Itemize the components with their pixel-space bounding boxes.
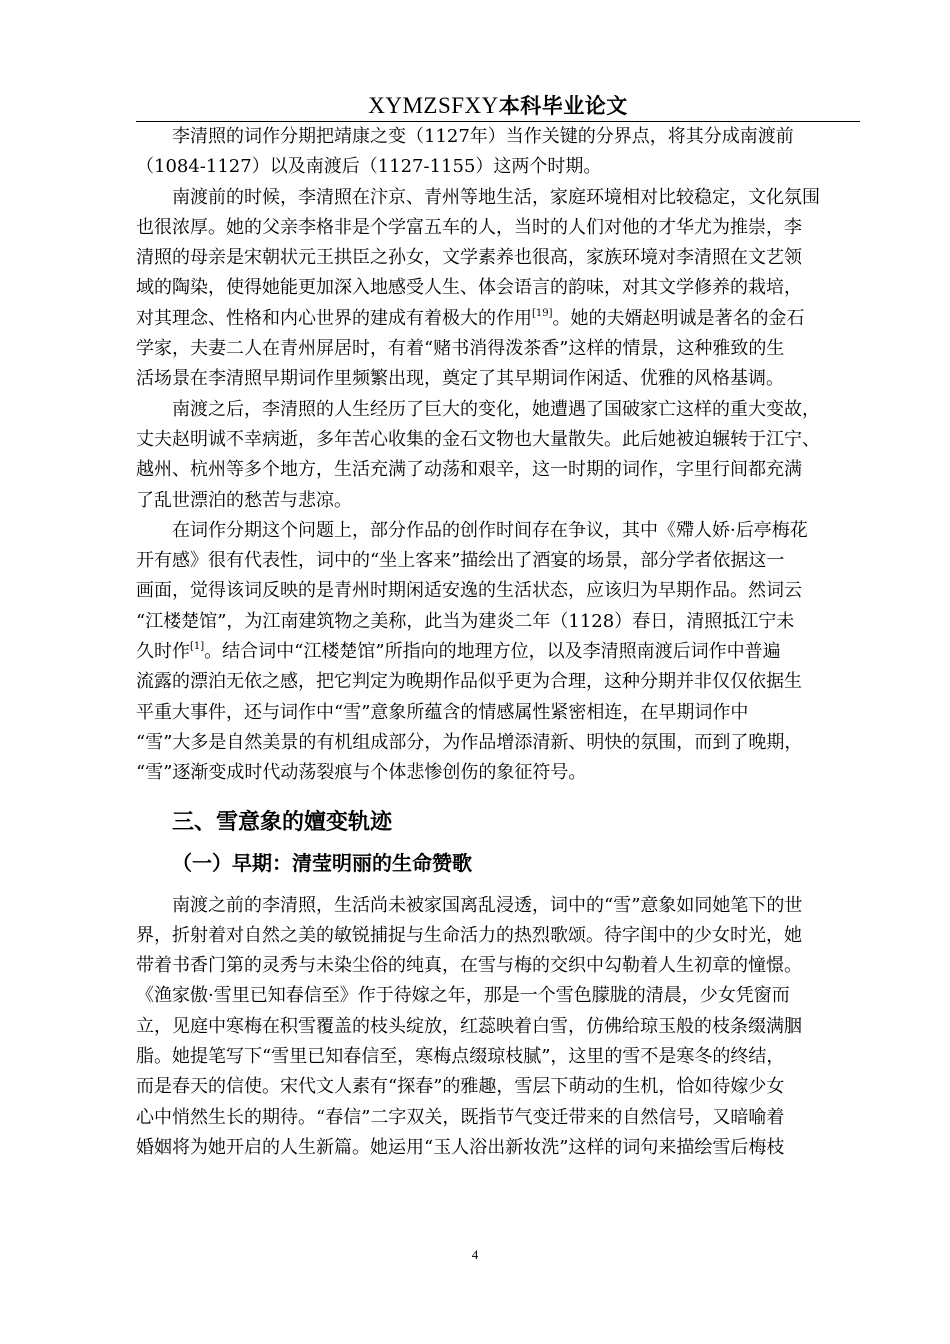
paragraph-line: 丈夫赵明诚不幸病逝，多年苦心收集的金石文物也大量散失。此后她被迫辗转于江宁、 — [136, 428, 820, 450]
paragraph-line: 在词作分期这个问题上，部分作品的创作时间存在争议，其中《殢人娇·后亭梅花 — [172, 519, 808, 541]
header-title: 本科毕业论文 — [498, 94, 628, 118]
paragraph-line: 开有感》很有代表性，词中的“坐上客来”描绘出了酒宴的场景，部分学者依据这一 — [136, 550, 785, 572]
paragraph-line: 清照的母亲是宋朝状元王拱臣之孙女，文学素养也很高，家族环境对李清照在文艺领 — [136, 247, 802, 269]
paragraph-line: 学家，夫妻二人在青州屏居时，有着“赌书消得泼茶香”这样的情景，这种雅致的生 — [136, 338, 785, 360]
line-text: 。她的夫婿赵明诚是著名的金石 — [552, 307, 805, 329]
citation-ref: [1] — [190, 641, 205, 653]
page-body — [136, 122, 860, 1163]
paragraph-line: 域的陶染，使得她能更加深入地感受人生、体会语言的韵味，对其文学修养的栽培， — [136, 277, 802, 299]
paragraph-line: “雪”大多是自然美景的有机组成部分，为作品增添清新、明快的氛围，而到了晚期， — [136, 731, 803, 753]
line-text: 对其理念、性格和内心世界的建成有着极大的作用 — [136, 307, 532, 329]
paragraph — [136, 122, 860, 183]
page-number: 4 — [471, 1247, 479, 1262]
paragraph-line: 也很浓厚。她的父亲李格非是个学富五车的人，当时的人们对他的才华尤为推崇，李 — [136, 216, 802, 238]
paragraph-line: 平重大事件，还与词作中“雪”意象所蕴含的情感属性紧密相连，在早期词作中 — [136, 701, 749, 723]
subsection-heading: （一）早期：清莹明丽的生命赞歌 — [172, 850, 472, 875]
paragraph-line: 李清照的词作分期把靖康之变（1127年）当作关键的分界点，将其分成南渡前 — [172, 126, 794, 147]
paragraph-line: 南渡前的时候，李清照在汴京、青州等地生活，家庭环境相对比较稳定，文化氛围 — [172, 186, 820, 208]
paragraph-line: 画面，觉得该词反映的是青州时期闲适安逸的生活状态，应该归为早期作品。然词云 — [136, 580, 802, 602]
header-code: XYMZSFXY — [368, 93, 499, 118]
line-text: 。结合词中“江楼楚馆”所指向的地理方位，以及李清照南渡后词作中普遍 — [204, 641, 781, 663]
paragraph-line: 立，见庭中寒梅在积雪覆盖的枝头绽放，红蕊映着白雪，仿佛给琼玉般的枝条缀满胭 — [136, 1015, 802, 1037]
paragraph-line: 流露的漂泊无依之感，把它判定为晚期作品似乎更为合理，这种分期并非仅仅依据生 — [136, 671, 802, 693]
paragraph-line: 越州、杭州等多个地方，生活充满了动荡和艰辛，这一时期的词作，字里行间都充满 — [136, 459, 802, 481]
paragraph — [136, 891, 860, 1164]
paragraph-line: （1084-1127）以及南渡后（1127-1155）这两个时期。 — [136, 156, 602, 178]
paragraph-line-with-citation — [136, 637, 860, 667]
paragraph-line: 心中悄然生长的期待。“春信”二字双关，既指节气变迁带来的自然信号，又暗喻着 — [136, 1106, 785, 1128]
paragraph-line-with-citation — [136, 304, 860, 334]
paragraph — [136, 183, 860, 395]
citation-ref: [19] — [532, 307, 553, 319]
paragraph-line: 南渡之前的李清照，生活尚未被家国离乱浸透，词中的“雪”意象如同她笔下的世 — [172, 894, 803, 916]
paragraph-line: 而是春天的信使。宋代文人素有“探春”的雅趣，雪层下萌动的生机，恰如待嫁少女 — [136, 1076, 785, 1098]
paragraph — [136, 516, 860, 789]
line-text: 久时作 — [136, 641, 190, 663]
paragraph-line: “江楼楚馆”，为江南建筑物之美称，此当为建炎二年（1128）春日，清照抵江宁未 — [136, 610, 795, 632]
page-header — [136, 92, 860, 120]
paragraph-line: 活场景在李清照早期词作里频繁出现，奠定了其早期词作闲适、优雅的风格基调。 — [136, 368, 784, 390]
paragraph-line: 脂。她提笔写下“雪里已知春信至，寒梅点缀琼枝腻”，这里的雪不是寒冬的终结， — [136, 1046, 785, 1068]
paragraph-line: 界，折射着对自然之美的敏锐捕捉与生命活力的热烈歌颂。待字闺中的少女时光，她 — [136, 924, 802, 946]
paragraph — [136, 395, 860, 516]
section-heading: 三、雪意象的嬗变轨迹 — [172, 809, 393, 835]
paragraph-line: 南渡之后，李清照的人生经历了巨大的变化，她遭遇了国破家亡这样的重大变故， — [172, 398, 820, 420]
paragraph-line: 《渔家傲·雪里已知春信至》作于待嫁之年，那是一个雪色朦胧的清晨，少女凭窗而 — [136, 985, 790, 1007]
paragraph-line: 婚姻将为她开启的人生新篇。她运用“玉人浴出新妆洗”这样的词句来描绘雪后梅枝 — [136, 1136, 785, 1158]
paragraph-line: 带着书香门第的灵秀与未染尘俗的纯真，在雪与梅的交织中勾勒着人生初章的憧憬。 — [136, 955, 802, 977]
paragraph-line: “雪”逐渐变成时代动荡裂痕与个体悲惨创伤的象征符号。 — [136, 762, 587, 784]
paragraph-line: 了乱世漂泊的愁苦与悲凉。 — [136, 489, 352, 511]
